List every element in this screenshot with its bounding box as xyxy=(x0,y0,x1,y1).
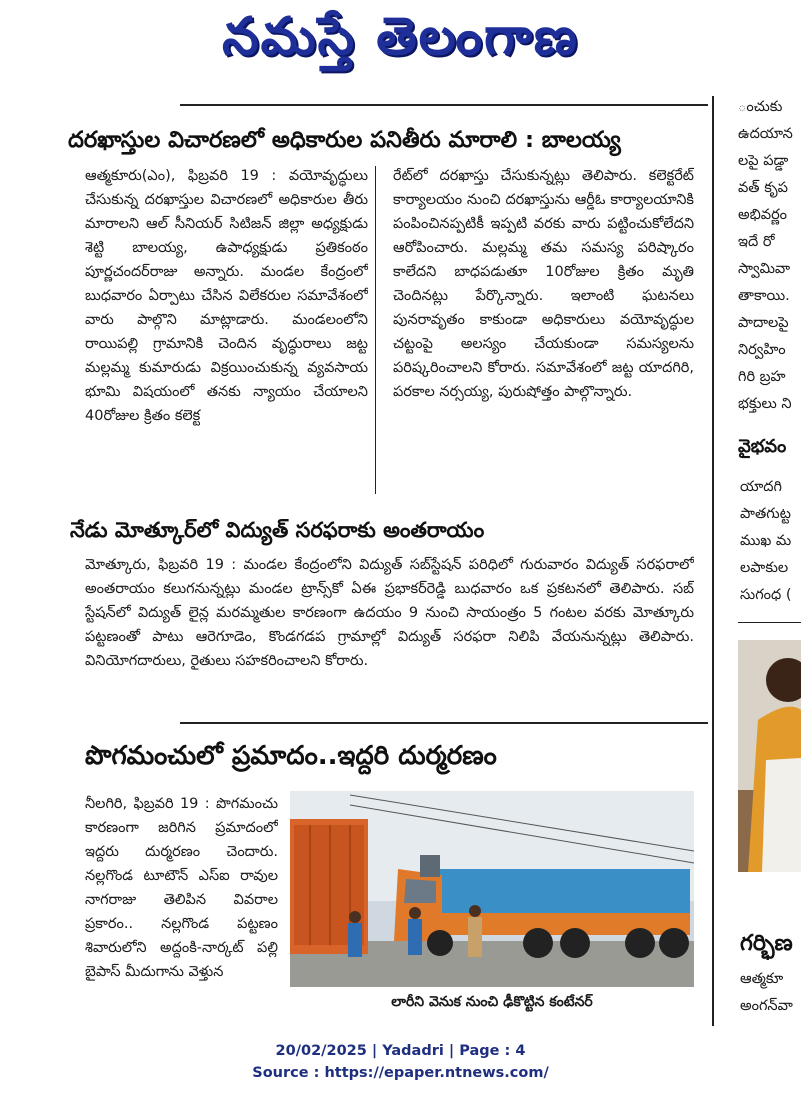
footer-date-edition: 20/02/2025 | Yadadri | Page : 4 xyxy=(275,1043,526,1059)
footer xyxy=(0,1040,801,1084)
column-divider xyxy=(712,96,714,1026)
right-line: స్వామివా xyxy=(738,261,791,277)
right-line: వత్ కృప xyxy=(738,180,788,196)
right-line: ఇదే రో xyxy=(738,234,775,250)
footer-source-link[interactable]: Source : https://epaper.ntnews.com/ xyxy=(252,1065,549,1081)
right-column-bottom xyxy=(740,966,801,1020)
right-line: పాదాలపై xyxy=(738,315,789,331)
right-line: సుగంధ ( xyxy=(740,587,792,603)
right-line: అభివర్ణం xyxy=(738,207,788,223)
masthead xyxy=(0,0,801,92)
article3-body: నీలగిరి, ఫిబ్రవరి 19 : పొగమంచు కారణంగా జరిగిన ప్రమాదంలో ఇద్దరు దుర్మరణం చెందారు. నల్లగొండ టూటౌన్ ఎస్‌ఐ రావుల నాగరాజు తెలిపిన వివరాల ప్రకారం.. నల్లగొండ పట్టణం శివారులోని అద్దంకి-నార్కట్ పల్లి బైపాస్ మీదుగాను వెళ్తున xyxy=(85,796,278,980)
right-line: గిరి బ్రహ xyxy=(738,369,786,385)
article3-headline: పొగమంచులో ప్రమాదం..ఇద్దరి దుర్మరణం xyxy=(85,741,497,771)
article1-headline: దరఖాస్తుల విచారణలో అధికారుల పనితీరు మారాలి : బాలయ్య xyxy=(68,127,621,153)
right-line: అంగన్‌వా xyxy=(740,998,793,1014)
truck-accident-illustration xyxy=(290,791,694,987)
right-column-mid xyxy=(740,474,801,609)
article1-column-1: ఆత్మకూరు(ఎం), ఫిబ్రవరి 19 : వయోవృద్ధులు చేసుకున్న దరఖాస్తుల విచారణలో అధికారుల తీరు మారాలని ఆల్ సీనియర్ సిటిజన్ జిల్లా అధ్యక్షుడు శెట్టి బాలయ్య, ఉపాధ్యక్షుడు ప్రతికంఠం పూర్ణచందర్‌రాజు అన్నారు. మండల కేంద్రంలో బుధవారం ఏర్పాటు చేసిన విలేకరుల సమావేశంలో వారు పాల్గొని మాట్లాడారు. మండలంలోని రాయిపల్లి గ్రామానికి చెందిన వృద్ధురాలు జట్ట మల్లమ్మ కుమారుడు విక్రయించుకున్న వ్యవసాయ భూమి విషయంలో తనకు న్యాయం చేయాలని 40రోజుల క్రితం కలెక్ట xyxy=(85,168,368,424)
right-subhead-2: గర్భిణ xyxy=(740,931,793,956)
article1-column-rule xyxy=(375,166,376,494)
accident-photo xyxy=(290,791,694,987)
right-line: ంచుకు xyxy=(738,99,783,115)
right-subhead: వైభవం xyxy=(738,436,787,457)
right-line: తాకాయి. xyxy=(738,288,790,304)
photo-caption: లారీని వెనుక నుంచి ఢీకొట్టిన కంటేనర్ xyxy=(391,994,593,1010)
right-line: ముఖ మ xyxy=(740,533,792,549)
article1-column-2: రేట్‌లో దరఖాస్తు చేసుకున్నట్లు తెలిపారు. కలెక్టరేట్ కార్యాలయం నుంచి దరఖాస్తును ఆర్డీఓ కార్యాలయానికి పంపించినప్పటికీ ఇప్పటి వరకు వారు పట్టించుకోలేదని ఆరోపించారు. మల్లమ్మ తమ సమస్య పరిష్కారం కాలేదని బాధపడుతూ 10రోజుల క్రితం మృతి చెందినట్లు పేర్కొన్నారు. ఇలాంటి ఘటనలు పునరావృతం కాకుండా అధికారులు వయోవృద్ధుల చట్టంపై అలస్యం చేయకుండా సమస్యలను పరిష్కరించాలని కోరారు. సమావేశంలో జట్ట యాదగిరి, పరకాల నర్సయ్య, పురుషోత్తం పాల్గొన్నారు. xyxy=(393,168,694,400)
right-line: భక్తులు ని xyxy=(738,396,792,412)
right-line: ఉదయాన xyxy=(738,126,793,142)
article2-headline: నేడు మోత్కూర్‌లో విద్యుత్ సరఫరాకు అంతరాయం xyxy=(70,518,485,542)
right-line: యాదగి xyxy=(740,479,782,495)
masthead-rule xyxy=(180,104,708,106)
right-line: ఆత్మకూ xyxy=(740,971,784,987)
right-column-top xyxy=(738,94,801,418)
masthead-title: నమస్తే తెలంగాణ xyxy=(222,6,579,67)
right-line: నిర్వహిం xyxy=(738,342,786,358)
right-photo xyxy=(738,640,801,872)
right-line: లపై పడ్డా xyxy=(738,153,789,169)
person-illustration xyxy=(738,640,801,872)
right-line: పాతగుట్ట xyxy=(740,506,791,522)
right-rule xyxy=(738,622,801,623)
article2-rule xyxy=(180,722,708,724)
article2-body: మోత్కూరు, ఫిబ్రవరి 19 : మండల కేంద్రంలోని విద్యుత్ సబ్‌స్టేషన్ పరిధిలో గురువారం విద్యుత్ సరఫరాలో అంతరాయం కలుగనున్నట్లు మండల ట్రాన్స్‌కో ఏఈ ప్రభాకర్‌రెడ్డి బుధవారం ఒక ప్రకటనలో తెలిపారు. సబ్ స్టేషన్‌లో విద్యుత్ లైన్ల మరమ్మతుల కారణంగా ఉదయం 9 నుంచి సాయంత్రం 5 గంటల వరకు మోత్కూరు పట్టణంతో పాటు ఆరెగూడెం, కొండగడప గ్రామాల్లో విద్యుత్ సరఫరా నిలిపి వేయనున్నట్లు తెలిపారు. వినియోగదారులు, రైతులు సహకరించాలని కోరారు. xyxy=(85,557,694,669)
right-line: లపాకుల xyxy=(740,560,789,576)
